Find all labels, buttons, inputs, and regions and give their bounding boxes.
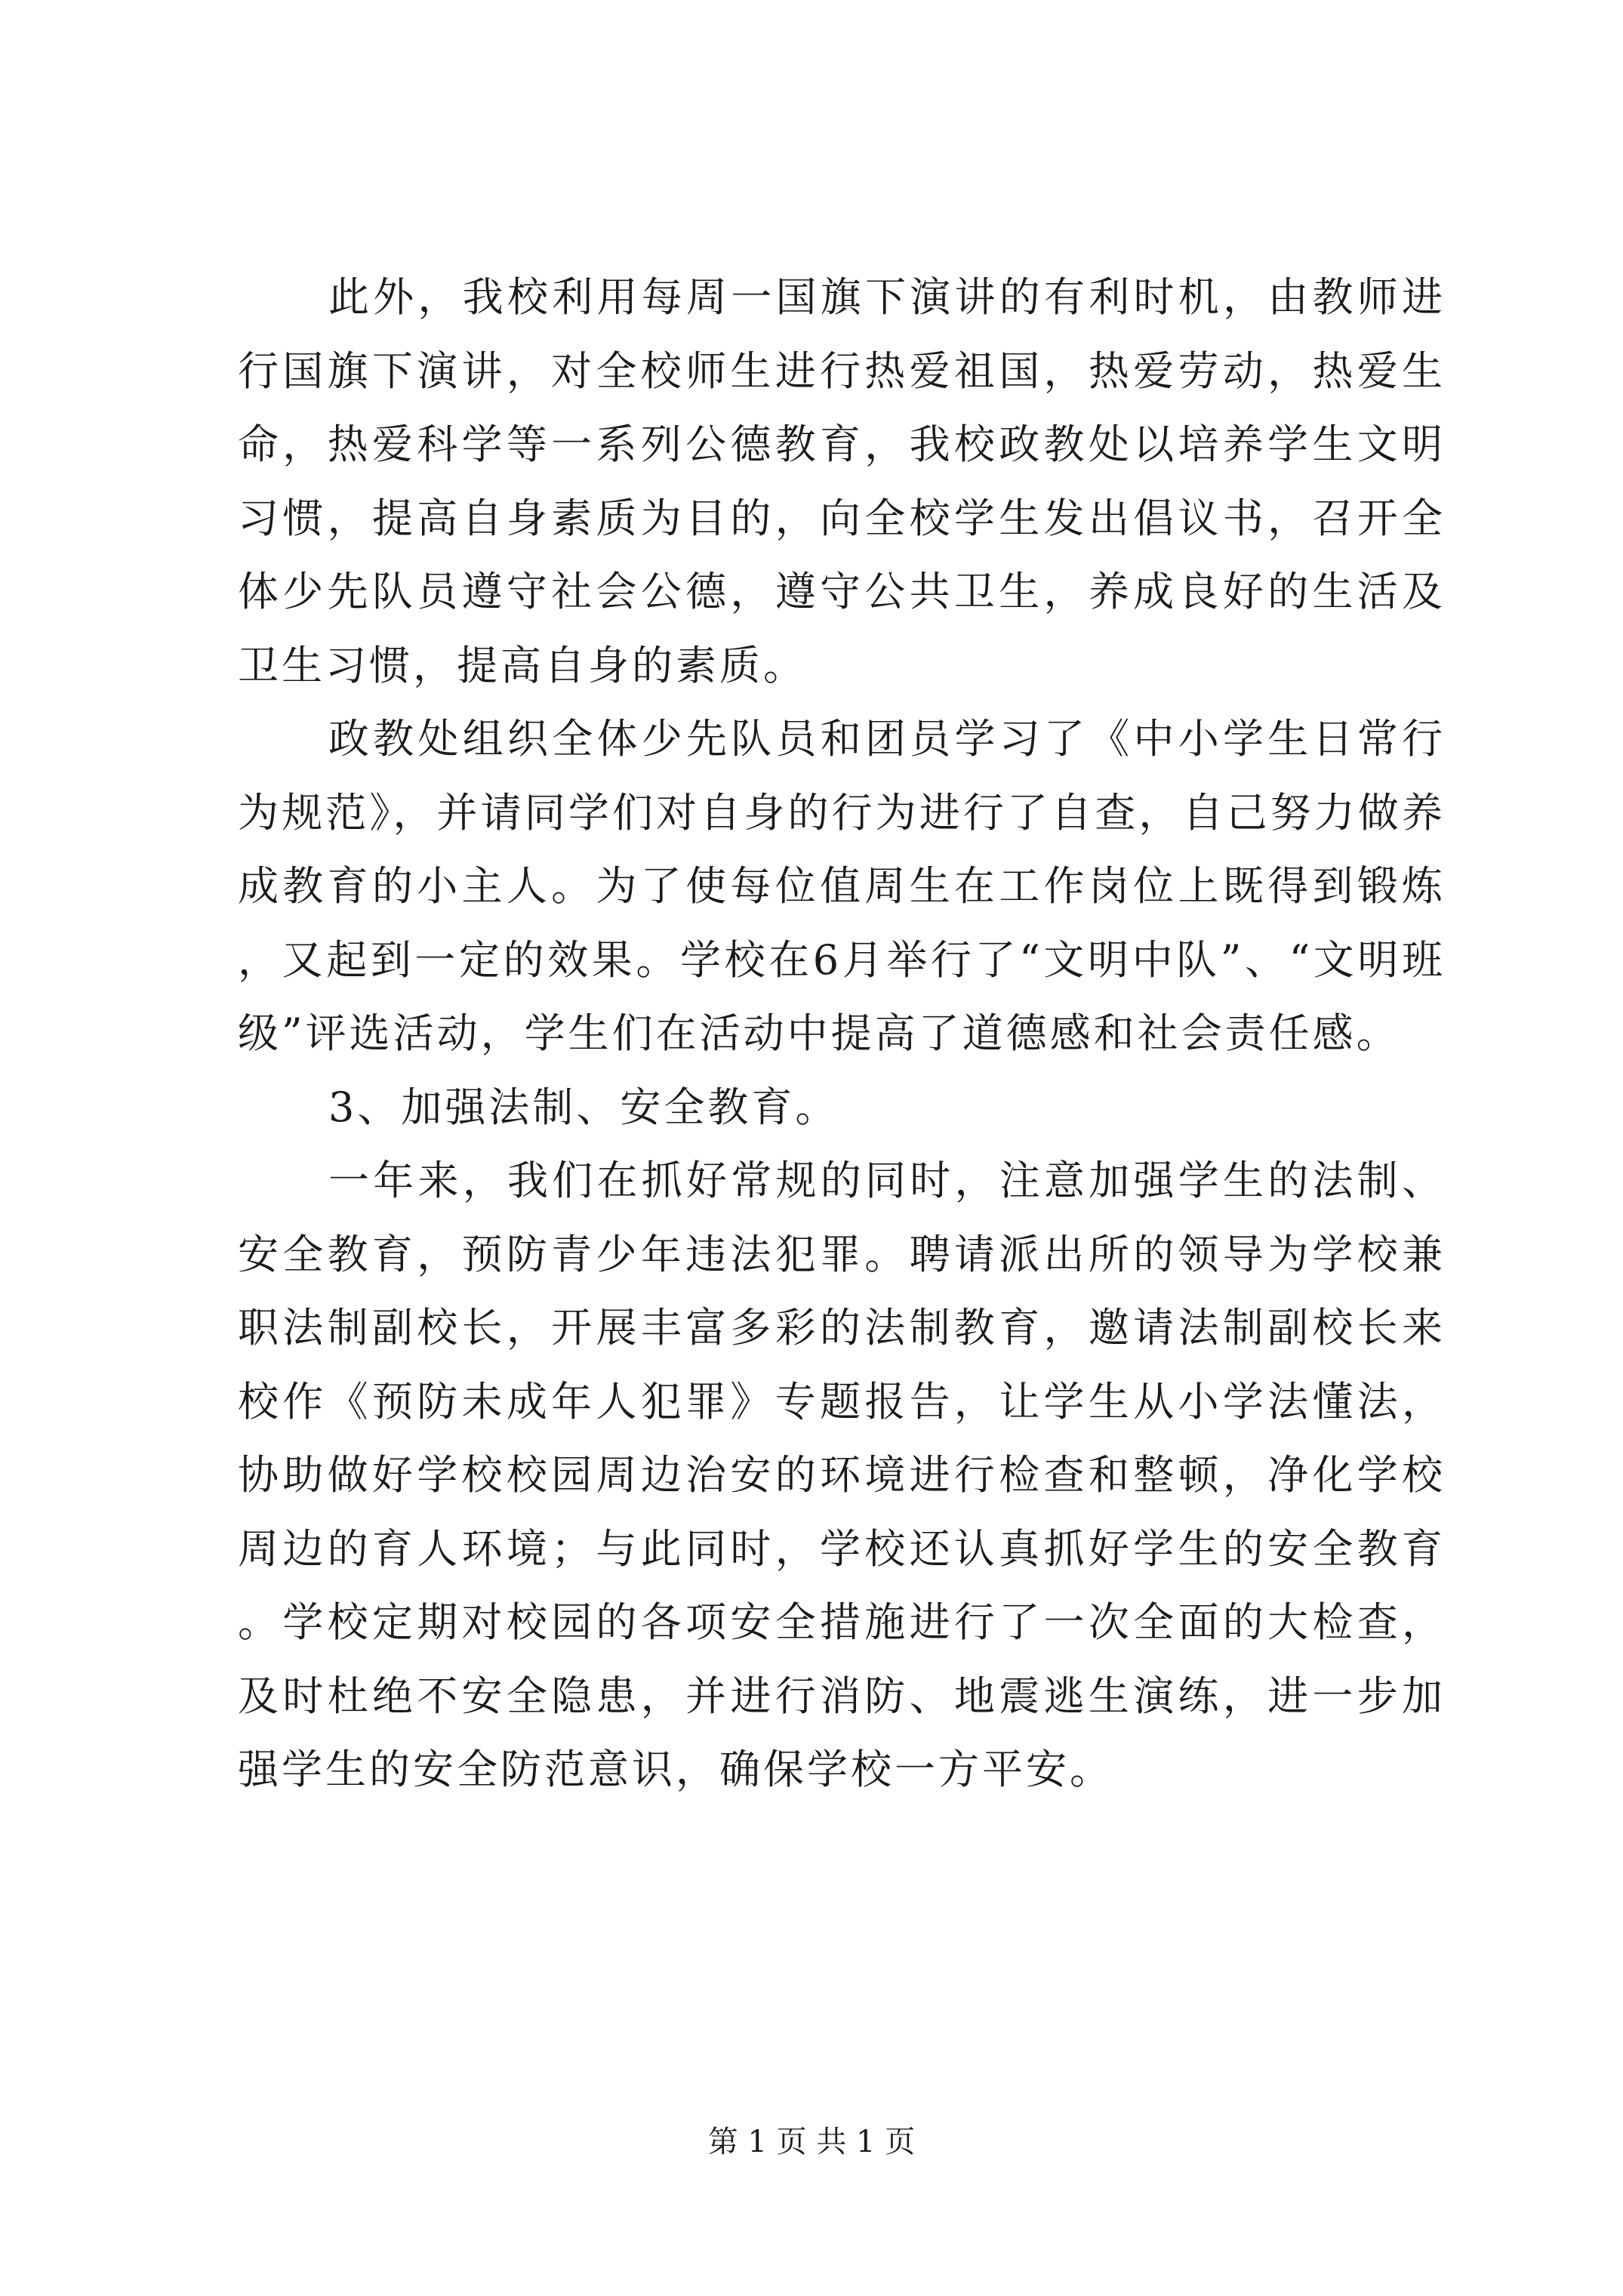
document-body — [238, 260, 1446, 1807]
paragraph-behavior-norms: 政教处组织全体少先队员和团员学习了《中小学生日常行为规范》，并请同学们对自身的行为进行了自查，自己努力做养成教育的小主人。为了使每位值周生在工作岗位上既得到锻炼，又起到一定的效果。学校在6月举行了“文明中队”、“文明班级”评选活动，学生们在活动中提高了道德感和社会责任感。 — [238, 715, 1446, 1057]
page-number-footer: 第 1 页 共 1 页 — [707, 2125, 916, 2159]
paragraph-legal-safety-education: 一年来，我们在抓好常规的同时，注意加强学生的法制、安全教育，预防青少年违法犯罪。聘请派出所的领导为学校兼职法制副校长，开展丰富多彩的法制教育，邀请法制副校长来校作《预防未成年人犯罪》专题报告，让学生从小学法懂法，协助做好学校校园周边治安的环境进行检查和整顿，净化学校周边的育人环境；与此同时，学校还认真抓好学生的安全教育。学校定期对校园的各项安全措施进行了一次全面的大检查，及时杜绝不安全隐患，并进行消防、地震逃生演练，进一步加强学生的安全防范意识，确保学校一方平安。 — [238, 1157, 1446, 1793]
section-heading-legal-safety: 3、加强法制、安全教育。 — [328, 1083, 839, 1131]
paragraph-patriotic-education: 此外，我校利用每周一国旗下演讲的有利时机，由教师进行国旗下演讲，对全校师生进行热爱祖国，热爱劳动，热爱生命，热爱科学等一系列公德教育，我校政教处以培养学生文明习惯，提高自身素质为目的，向全校学生发出倡议书，召开全体少先队员遵守社会公德，遵守公共卫生，养成良好的生活及卫生习惯，提高自身的素质。 — [238, 273, 1446, 689]
